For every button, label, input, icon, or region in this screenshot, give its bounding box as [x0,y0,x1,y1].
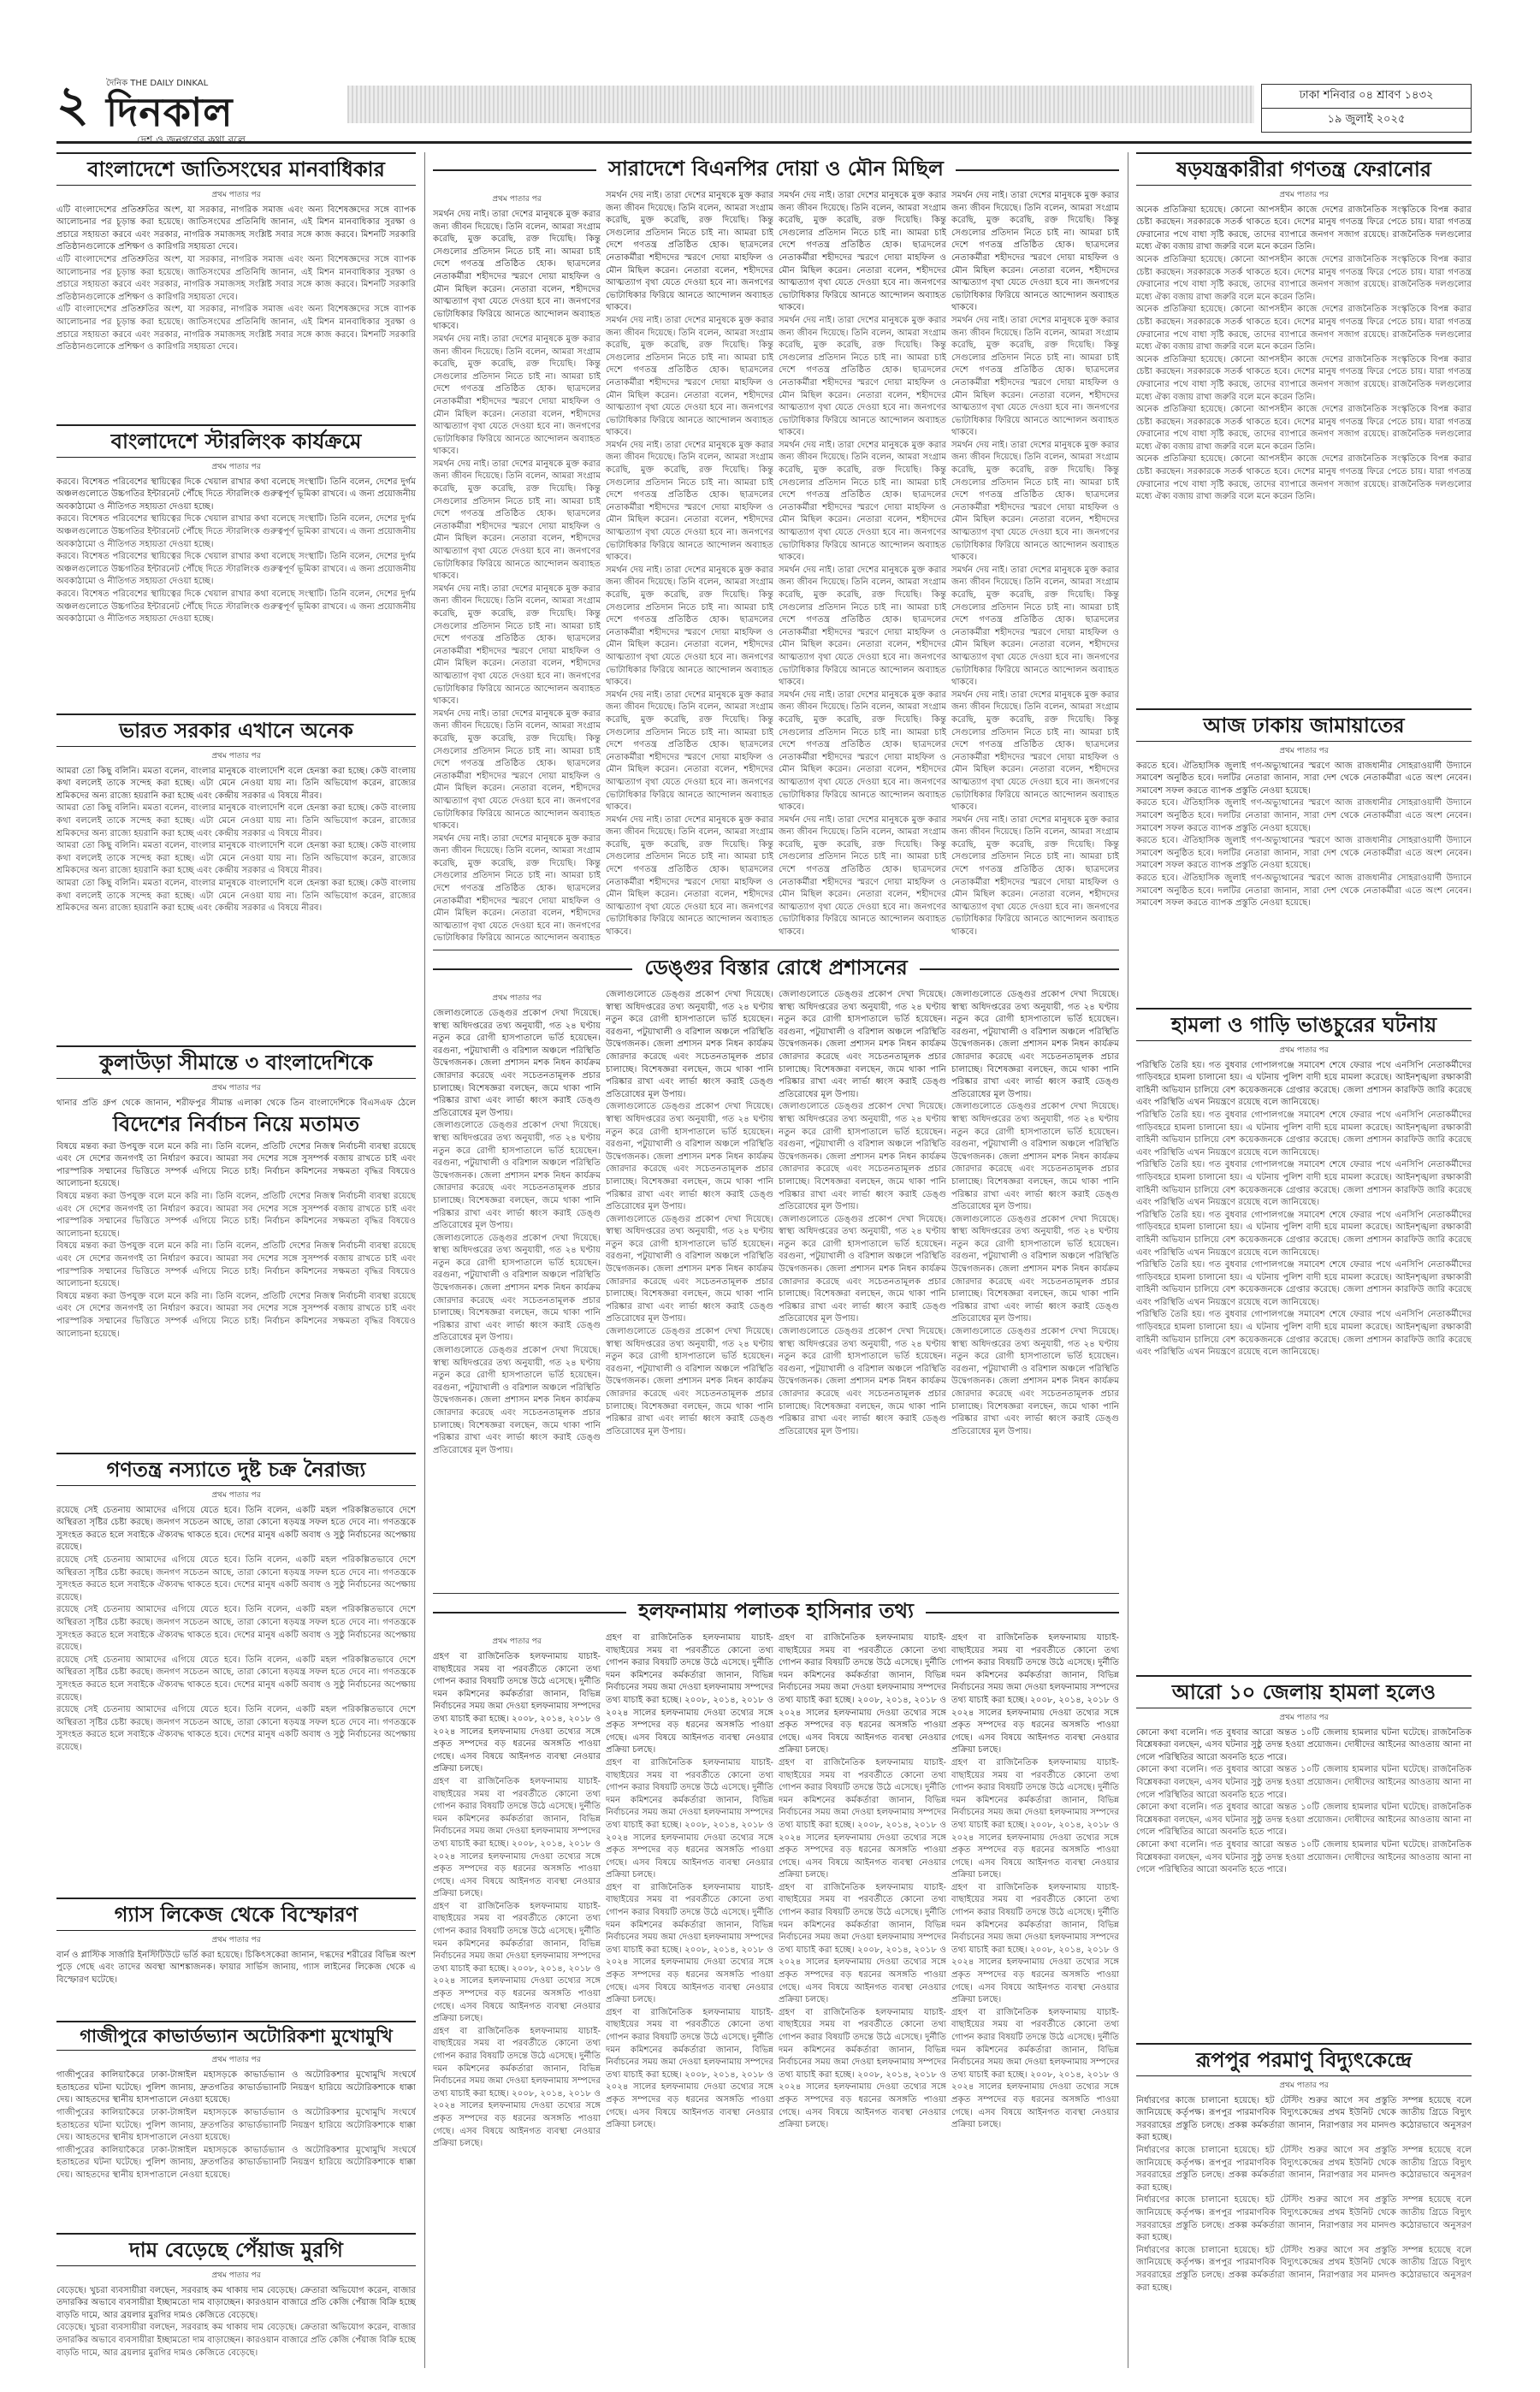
continued-label: প্রথম পাতার পর [1279,1713,1329,1722]
story-body: সমর্থন দেয় নাই। তারা দেশের মানুষকে মুক্ত করার জন্য জীবন দিয়েছে। তিনি বলেন, আমরা সংগ্রাম করেছি, মুক্ত করেছি, রক্ত দিয়েছি। কিন্তু সেগুলোর প্রতিদান নিতে চাই না। আমরা চাই দেশে গণতন্ত্র প্রতিষ্ঠিত হোক। ছাত্রদলের নেতাকর্মীরা শহীদদের স্মরণে দোয়া মাহফিল ও মৌন মিছিল করেন। নেতারা বলেন, শহীদদের আত্মত্যাগ বৃথা যেতে দেওয়া হবে না। জনগণের ভোটাধিকার ফিরিয়ে আনতে আন্দোলন অব্যাহত থাকবে। [433,210,601,332]
story-body: অনেক প্রতিক্রিয়া হয়েছে। কোনো আপসহীন কাজে দেশের রাজনৈতিক সংস্কৃতিকে বিপন্ন করার চেষ্টা করছেন। সরকারকে সতর্ক থাকতে হবে। দেশের মানুষ গণতন্ত্র ফিরে পেতে চায়। যারা গণতন্ত্র ফেরানোর পথে বাধা সৃষ্টি করছে, তাদের ব্যাপারে জনগণ সজাগ রয়েছে। রাজনৈতিক দলগুলোর মধ্যে ঐক্য বজায় রাখা জরুরি বলে মনে করেন তিনি। [1136,305,1472,352]
story-body: গ্রহণ বা রাজিনৈতিক হলফনামায় যাচাই-বাছাইয়ের সময় বা পরবর্তীতে কোনো তথ্য গোপন করার বিষয়টি তদন্তে উঠে এসেছে। দুর্নীতি দমন কমিশনের কর্মকর্তারা জানান, বিভিন্ন নির্বাচনের সময় জমা দেওয়া হলফনামায় সম্পদের তথ্য যাচাই করা হচ্ছে। ২০০৮, ২০১৪, ২০১৮ ও ২০২৪ সালের হলফনামায় দেওয়া তথ্যের সঙ্গে প্রকৃত সম্পদের বড় ধরনের অসঙ্গতি পাওয়া গেছে। এসব বিষয়ে আইনগত ব্যবস্থা নেওয়ার প্রক্রিয়া চলছে। [951,1757,1119,1880]
story-body: অনেক প্রতিক্রিয়া হয়েছে। কোনো আপসহীন কাজে দেশের রাজনৈতিক সংস্কৃতিকে বিপন্ন করার চেষ্টা করছেন। সরকারকে সতর্ক থাকতে হবে। দেশের মানুষ গণতন্ত্র ফিরে পেতে চায়। যারা গণতন্ত্র ফেরানোর পথে বাধা সৃষ্টি করছে, তাদের ব্যাপারে জনগণ সজাগ রয়েছে। রাজনৈতিক দলগুলোর মধ্যে ঐক্য বজায় রাখা জরুরি বলে মনে করেন তিনি। [1136,454,1472,502]
story-hasina-affidavit-col4 [951,1632,1119,2368]
left-column [56,152,416,2368]
story-body: পরিস্থিতি তৈরি হয়। গত বুধবার গোপালগঞ্জে সমাবেশ শেষে ফেরার পথে এনসিপি নেতাকর্মীদের গাড়িবহরে হামলা চালানো হয়। এ ঘটনায় পুলিশ বাদী হয়ে মামলা করেছে। আইনশৃঙ্খলা রক্ষাকারী বাহিনী অভিযান চালিয়ে বেশ কয়েকজনকে গ্রেপ্তার করেছে। জেলা প্রশাসন কারফিউ জারি করেছে এবং পরিস্থিতি এখন নিয়ন্ত্রণে রয়েছে বলে জানিয়েছে। [1136,1160,1472,1208]
story-kulaura-border [56,1045,416,1107]
story-body: জেলাগুলোতে ডেঙ্গুর প্রকোপ দেখা দিয়েছে। স্বাস্থ্য অধিদপ্তরের তথ্য অনুযায়ী, গত ২৪ ঘণ্টায় নতুন করে রোগী হাসপাতালে ভর্তি হয়েছেন। বরগুনা, পটুয়াখালী ও বরিশাল অঞ্চলে পরিস্থিতি উদ্বেগজনক। জেলা প্রশাসন মশক নিধন কার্যক্রম জোরদার করেছে এবং সচেতনতামূলক প্রচার চালাচ্ছে। বিশেষজ্ঞরা বলছেন, জমে থাকা পানি পরিষ্কার রাখা এবং লার্ভা ধ্বংস করাই ডেঙ্গু প্রতিরোধের মূল উপায়। [433,1009,601,1118]
story-body: সমর্থন দেয় নাই। তারা দেশের মানুষকে মুক্ত করার জন্য জীবন দিয়েছে। তিনি বলেন, আমরা সংগ্রাম করেছি, মুক্ত করেছি, রক্ত দিয়েছি। কিন্তু সেগুলোর প্রতিদান নিতে চাই না। আমরা চাই দেশে গণতন্ত্র প্রতিষ্ঠিত হোক। ছাত্রদলের নেতাকর্মীরা শহীদদের স্মরণে দোয়া মাহফিল ও মৌন মিছিল করেন। নেতারা বলেন, শহীদদের আত্মত্যাগ বৃথা যেতে দেওয়া হবে না। জনগণের ভোটাধিকার ফিরিয়ে আনতে আন্দোলন অব্যাহত থাকবে। [779,690,946,813]
story-body: করতে হবে। ঐতিহাসিক জুলাই গণ-অভ্যুত্থানের স্মরণে আজ রাজধানীর সোহরাওয়ার্দী উদ্যানে সমাবেশ অনুষ্ঠিত হবে। দলটির নেতারা জানান, সারা দেশ থেকে নেতাকর্মীরা এতে অংশ নেবেন। সমাবেশ সফল করতে ব্যাপক প্রস্তুতি নেওয়া হয়েছে। [1136,761,1472,796]
story-rooppur-nuclear [1136,2043,1472,2368]
story-headline: গ্যাস লিকেজ থেকে বিস্ফোরণ [56,1898,416,1931]
story-body: নির্ধারণের কাজে চালানো হয়েছে। হট টেস্টিং শুরুর আগে সব প্রস্তুতি সম্পন্ন হয়েছে বলে জানিয়েছে কর্তৃপক্ষ। রূপপুর পারমাণবিক বিদ্যুৎকেন্দ্রের প্রথম ইউনিট থেকে জাতীয় গ্রিডে বিদ্যুৎ সরবরাহের প্রস্তুতি চলছে। প্রকল্প কর্মকর্তারা জানান, নিরাপত্তার সব মানদণ্ড কঠোরভাবে অনুসরণ করা হচ্ছে। [1136,2095,1472,2143]
story-body: সমর্থন দেয় নাই। তারা দেশের মানুষকে মুক্ত করার জন্য জীবন দিয়েছে। তিনি বলেন, আমরা সংগ্রাম করেছি, মুক্ত করেছি, রক্ত দিয়েছি। কিন্তু সেগুলোর প্রতিদান নিতে চাই না। আমরা চাই দেশে গণতন্ত্র প্রতিষ্ঠিত হোক। ছাত্রদলের নেতাকর্মীরা শহীদদের স্মরণে দোয়া মাহফিল ও মৌন মিছিল করেন। নেতারা বলেন, শহীদদের আত্মত্যাগ বৃথা যেতে দেওয়া হবে না। জনগণের ভোটাধিকার ফিরিয়ে আনতে আন্দোলন অব্যাহত থাকবে। [779,565,946,688]
story-dengue-col2 [606,989,773,1588]
story-body: সমর্থন দেয় নাই। তারা দেশের মানুষকে মুক্ত করার জন্য জীবন দিয়েছে। তিনি বলেন, আমরা সংগ্রাম করেছি, মুক্ত করেছি, রক্ত দিয়েছি। কিন্তু সেগুলোর প্রতিদান নিতে চাই না। আমরা চাই দেশে গণতন্ত্র প্রতিষ্ঠিত হোক। ছাত্রদলের নেতাকর্মীরা শহীদদের স্মরণে দোয়া মাহফিল ও মৌন মিছিল করেন। নেতারা বলেন, শহীদদের আত্মত্যাগ বৃথা যেতে দেওয়া হবে না। জনগণের ভোটাধিকার ফিরিয়ে আনতে আন্দোলন অব্যাহত থাকবে। [951,191,1119,313]
story-body: অনেক প্রতিক্রিয়া হয়েছে। কোনো আপসহীন কাজে দেশের রাজনৈতিক সংস্কৃতিকে বিপন্ন করার চেষ্টা করছেন। সরকারকে সতর্ক থাকতে হবে। দেশের মানুষ গণতন্ত্র ফিরে পেতে চায়। যারা গণতন্ত্র ফেরানোর পথে বাধা সৃষ্টি করছে, তাদের ব্যাপারে জনগণ সজাগ রয়েছে। রাজনৈতিক দলগুলোর মধ্যে ঐক্য বজায় রাখা জরুরি বলে মনে করেন তিনি। [1136,204,1472,252]
story-body: সমর্থন দেয় নাই। তারা দেশের মানুষকে মুক্ত করার জন্য জীবন দিয়েছে। তিনি বলেন, আমরা সংগ্রাম করেছি, মুক্ত করেছি, রক্ত দিয়েছি। কিন্তু সেগুলোর প্রতিদান নিতে চাই না। আমরা চাই দেশে গণতন্ত্র প্রতিষ্ঠিত হোক। ছাত্রদলের নেতাকর্মীরা শহীদদের স্মরণে দোয়া মাহফিল ও মৌন মিছিল করেন। নেতারা বলেন, শহীদদের আত্মত্যাগ বৃথা যেতে দেওয়া হবে না। জনগণের ভোটাধিকার ফিরিয়ে আনতে আন্দোলন অব্যাহত থাকবে। [433,459,601,582]
story-headline: গাজীপুরে কাভার্ডভ্যান অটোরিকশা মুখোমুখি [56,2021,416,2051]
continued-label: প্রথম পাতার পর [1279,746,1329,755]
story-body: গাজীপুরের কালিয়াকৈরে ঢাকা-টাঙ্গাইল মহাসড়কে কাভার্ডভ্যান ও অটোরিকশার মুখোমুখি সংঘর্ষে হতাহতের ঘটনা ঘটেছে। পুলিশ জানায়, দ্রুতগতির কাভার্ডভ্যানটি নিয়ন্ত্রণ হারিয়ে অটোরিকশাকে ধাক্কা দেয়। আহতদের স্থানীয় হাসপাতালে নেওয়া হয়েছে। [56,2145,416,2180]
story-body: গ্রহণ বা রাজিনৈতিক হলফনামায় যাচাই-বাছাইয়ের সময় বা পরবর্তীতে কোনো তথ্য গোপন করার বিষয়টি তদন্তে উঠে এসেছে। দুর্নীতি দমন কমিশনের কর্মকর্তারা জানান, বিভিন্ন নির্বাচনের সময় জমা দেওয়া হলফনামায় সম্পদের তথ্য যাচাই করা হচ্ছে। ২০০৮, ২০১৪, ২০১৮ ও ২০২৪ সালের হলফনামায় দেওয়া তথ্যের সঙ্গে প্রকৃত সম্পদের বড় ধরনের অসঙ্গতি পাওয়া গেছে। এসব বিষয়ে আইনগত ব্যবস্থা নেওয়ার প্রক্রিয়া চলছে। [951,1882,1119,2005]
story-body: কোনো কথা বলেনি। গত বুধবার আরো অন্তত ১০টি জেলায় হামলার ঘটনা ঘটেছে। রাজনৈতিক বিশ্লেষকরা বলছেন, এসব ঘটনার সুষ্ঠু তদন্ত হওয়া প্রয়োজন। দোষীদের আইনের আওতায় আনা না গেলে পরিস্থিতির আরো অবনতি হতে পারে। [1136,1839,1472,1875]
story-body: সমর্থন দেয় নাই। তারা দেশের মানুষকে মুক্ত করার জন্য জীবন দিয়েছে। তিনি বলেন, আমরা সংগ্রাম করেছি, মুক্ত করেছি, রক্ত দিয়েছি। কিন্তু সেগুলোর প্রতিদান নিতে চাই না। আমরা চাই দেশে গণতন্ত্র প্রতিষ্ঠিত হোক। ছাত্রদলের নেতাকর্মীরা শহীদদের স্মরণে দোয়া মাহফিল ও মৌন মিছিল করেন। নেতারা বলেন, শহীদদের আত্মত্যাগ বৃথা যেতে দেওয়া হবে না। জনগণের ভোটাধিকার ফিরিয়ে আনতে আন্দোলন অব্যাহত থাকবে। [433,334,601,457]
story-body: পরিস্থিতি তৈরি হয়। গত বুধবার গোপালগঞ্জে সমাবেশ শেষে ফেরার পথে এনসিপি নেতাকর্মীদের গাড়িবহরে হামলা চালানো হয়। এ ঘটনায় পুলিশ বাদী হয়ে মামলা করেছে। আইনশৃঙ্খলা রক্ষাকারী বাহিনী অভিযান চালিয়ে বেশ কয়েকজনকে গ্রেপ্তার করেছে। জেলা প্রশাসন কারফিউ জারি করেছে এবং পরিস্থিতি এখন নিয়ন্ত্রণে রয়েছে বলে জানিয়েছে। [1136,1060,1472,1108]
story-body: নির্ধারণের কাজে চালানো হয়েছে। হট টেস্টিং শুরুর আগে সব প্রস্তুতি সম্পন্ন হয়েছে বলে জানিয়েছে কর্তৃপক্ষ। রূপপুর পারমাণবিক বিদ্যুৎকেন্দ্রের প্রথম ইউনিট থেকে জাতীয় গ্রিডে বিদ্যুৎ সরবরাহের প্রস্তুতি চলছে। প্রকল্প কর্মকর্তারা জানান, নিরাপত্তার সব মানদণ্ড কঠোরভাবে অনুসরণ করা হচ্ছে। [1136,2145,1472,2193]
section-divider [433,1593,1119,1594]
story-body: গ্রহণ বা রাজিনৈতিক হলফনামায় যাচাই-বাছাইয়ের সময় বা পরবর্তীতে কোনো তথ্য গোপন করার বিষয়টি তদন্তে উঠে এসেছে। দুর্নীতি দমন কমিশনের কর্মকর্তারা জানান, বিভিন্ন নির্বাচনের সময় জমা দেওয়া হলফনামায় সম্পদের তথ্য যাচাই করা হচ্ছে। ২০০৮, ২০১৪, ২০১৮ ও ২০২৪ সালের হলফনামায় দেওয়া তথ্যের সঙ্গে প্রকৃত সম্পদের বড় ধরনের অসঙ্গতি পাওয়া গেছে। এসব বিষয়ে আইনগত ব্যবস্থা নেওয়ার প্রক্রিয়া চলছে। [606,1633,773,1756]
masthead [56,74,1472,144]
continued-label: প্রথম পাতার পর [211,2271,261,2280]
story-body: পরিস্থিতি তৈরি হয়। গত বুধবার গোপালগঞ্জে সমাবেশ শেষে ফেরার পথে এনসিপি নেতাকর্মীদের গাড়িবহরে হামলা চালানো হয়। এ ঘটনায় পুলিশ বাদী হয়ে মামলা করেছে। আইনশৃঙ্খলা রক্ষাকারী বাহিনী অভিযান চালিয়ে বেশ কয়েকজনকে গ্রেপ্তার করেছে। জেলা প্রশাসন কারফিউ জারি করেছে এবং পরিস্থিতি এখন নিয়ন্ত্রণে রয়েছে বলে জানিয়েছে। [1136,1260,1472,1307]
right-column [1136,152,1472,2368]
continued-label: প্রথম পাতার পর [1279,2081,1329,2090]
story-dengue-col1 [433,989,601,1588]
date-bengali: ঢাকা শনিবার ০৪ শ্রাবণ ১৪৩২ [1299,89,1434,102]
story-body: জেলাগুলোতে ডেঙ্গুর প্রকোপ দেখা দিয়েছে। স্বাস্থ্য অধিদপ্তরের তথ্য অনুযায়ী, গত ২৪ ঘণ্টায় নতুন করে রোগী হাসপাতালে ভর্তি হয়েছেন। বরগুনা, পটুয়াখালী ও বরিশাল অঞ্চলে পরিস্থিতি উদ্বেগজনক। জেলা প্রশাসন মশক নিধন কার্যক্রম জোরদার করেছে এবং সচেতনতামূলক প্রচার চালাচ্ছে। বিশেষজ্ঞরা বলছেন, জমে থাকা পানি পরিষ্কার রাখা এবং লার্ভা ধ্বংস করাই ডেঙ্গু প্রতিরোধের মূল উপায়। [433,1233,601,1343]
story-body: গ্রহণ বা রাজিনৈতিক হলফনামায় যাচাই-বাছাইয়ের সময় বা পরবর্তীতে কোনো তথ্য গোপন করার বিষয়টি তদন্তে উঠে এসেছে। দুর্নীতি দমন কমিশনের কর্মকর্তারা জানান, বিভিন্ন নির্বাচনের সময় জমা দেওয়া হলফনামায় সম্পদের তথ্য যাচাই করা হচ্ছে। ২০০৮, ২০১৪, ২০১৮ ও ২০২৪ সালের হলফনামায় দেওয়া তথ্যের সঙ্গে প্রকৃত সম্পদের বড় ধরনের অসঙ্গতি পাওয়া গেছে। এসব বিষয়ে আইনগত ব্যবস্থা নেওয়ার প্রক্রিয়া চলছে। [779,1882,946,2005]
continued-label: প্রথম পাতার পর [492,1637,542,1646]
story-body: বেড়েছে। খুচরা ব্যবসায়ীরা বলছেন, সরবরাহ কম থাকায় দাম বেড়েছে। ক্রেতারা অভিযোগ করেন, বাজার তদারকির অভাবে ব্যবসায়ীরা ইচ্ছামতো দাম বাড়াচ্ছেন। কারওয়ান বাজারে প্রতি কেজি পেঁয়াজ বিক্রি হচ্ছে বাড়তি দামে, আর ব্রয়লার মুরগির দামও কেজিতে বেড়েছে। [56,2323,416,2358]
story-attack-vandalism [1136,1008,1472,1667]
story-bnp-procession-col2 [606,190,773,943]
continued-label: প্রথম পাতার পর [492,994,542,1003]
story-hasina-affidavit-col1 [433,1632,601,2368]
story-body: সমর্থন দেয় নাই। তারা দেশের মানুষকে মুক্ত করার জন্য জীবন দিয়েছে। তিনি বলেন, আমরা সংগ্রাম করেছি, মুক্ত করেছি, রক্ত দিয়েছি। কিন্তু সেগুলোর প্রতিদান নিতে চাই না। আমরা চাই দেশে গণতন্ত্র প্রতিষ্ঠিত হোক। ছাত্রদলের নেতাকর্মীরা শহীদদের স্মরণে দোয়া মাহফিল ও মৌন মিছিল করেন। নেতারা বলেন, শহীদদের আত্মত্যাগ বৃথা যেতে দেওয়া হবে না। জনগণের ভোটাধিকার ফিরিয়ে আনতে আন্দোলন অব্যাহত থাকবে। [606,690,773,813]
continued-label: প্রথম পাতার পর [1279,190,1329,199]
story-body: সমর্থন দেয় নাই। তারা দেশের মানুষকে মুক্ত করার জন্য জীবন দিয়েছে। তিনি বলেন, আমরা সংগ্রাম করেছি, মুক্ত করেছি, রক্ত দিয়েছি। কিন্তু সেগুলোর প্রতিদান নিতে চাই না। আমরা চাই দেশে গণতন্ত্র প্রতিষ্ঠিত হোক। ছাত্রদলের নেতাকর্মীরা শহীদদের স্মরণে দোয়া মাহফিল ও মৌন মিছিল করেন। নেতারা বলেন, শহীদদের আত্মত্যাগ বৃথা যেতে দেওয়া হবে না। জনগণের ভোটাধিকার ফিরিয়ে আনতে আন্দোলন অব্যাহত থাকবে। [779,191,946,313]
story-body: সমর্থন দেয় নাই। তারা দেশের মানুষকে মুক্ত করার জন্য জীবন দিয়েছে। তিনি বলেন, আমরা সংগ্রাম করেছি, মুক্ত করেছি, রক্ত দিয়েছি। কিন্তু সেগুলোর প্রতিদান নিতে চাই না। আমরা চাই দেশে গণতন্ত্র প্রতিষ্ঠিত হোক। ছাত্রদলের নেতাকর্মীরা শহীদদের স্মরণে দোয়া মাহফিল ও মৌন মিছিল করেন। নেতারা বলেন, শহীদদের আত্মত্যাগ বৃথা যেতে দেওয়া হবে না। জনগণের ভোটাধিকার ফিরিয়ে আনতে আন্দোলন অব্যাহত থাকবে। [779,440,946,563]
story-body: সমর্থন দেয় নাই। তারা দেশের মানুষকে মুক্ত করার জন্য জীবন দিয়েছে। তিনি বলেন, আমরা সংগ্রাম করেছি, মুক্ত করেছি, রক্ত দিয়েছি। কিন্তু সেগুলোর প্রতিদান নিতে চাই না। আমরা চাই দেশে গণতন্ত্র প্রতিষ্ঠিত হোক। ছাত্রদলের নেতাকর্মীরা শহীদদের স্মরণে দোয়া মাহফিল ও মৌন মিছিল করেন। নেতারা বলেন, শহীদদের আত্মত্যাগ বৃথা যেতে দেওয়া হবে না। জনগণের ভোটাধিকার ফিরিয়ে আনতে আন্দোলন অব্যাহত থাকবে। [951,440,1119,563]
story-body: করবে। বিশেষত পরিবেশের স্থায়িত্বের দিকে খেয়াল রাখার কথা বলেছে সংস্থাটি। তিনি বলেন, দেশের দুর্গম অঞ্চলগুলোতে উচ্চগতির ইন্টারনেট পৌঁছে দিতে স্টারলিংক গুরুত্বপূর্ণ ভূমিকা রাখবে। এ জন্য প্রয়োজনীয় অবকাঠামো ও নীতিগত সহায়তা দেওয়া হচ্ছে। [56,589,416,625]
story-body: কোনো কথা বলেনি। গত বুধবার আরো অন্তত ১০টি জেলায় হামলার ঘটনা ঘটেছে। রাজনৈতিক বিশ্লেষকরা বলছেন, এসব ঘটনার সুষ্ঠু তদন্ত হওয়া প্রয়োজন। দোষীদের আইনের আওতায় আনা না গেলে পরিস্থিতির আরো অবনতি হতে পারে। [1136,1803,1472,1838]
continued-label: প্রথম পাতার পর [211,1935,261,1945]
story-body: পরিস্থিতি তৈরি হয়। গত বুধবার গোপালগঞ্জে সমাবেশ শেষে ফেরার পথে এনসিপি নেতাকর্মীদের গাড়িবহরে হামলা চালানো হয়। এ ঘটনায় পুলিশ বাদী হয়ে মামলা করেছে। আইনশৃঙ্খলা রক্ষাকারী বাহিনী অভিযান চালিয়ে বেশ কয়েকজনকে গ্রেপ্তার করেছে। জেলা প্রশাসন কারফিউ জারি করেছে এবং পরিস্থিতি এখন নিয়ন্ত্রণে রয়েছে বলে জানিয়েছে। [1136,1110,1472,1158]
story-body: গ্রহণ বা রাজিনৈতিক হলফনামায় যাচাই-বাছাইয়ের সময় বা পরবর্তীতে কোনো তথ্য গোপন করার বিষয়টি তদন্তে উঠে এসেছে। দুর্নীতি দমন কমিশনের কর্মকর্তারা জানান, বিভিন্ন নির্বাচনের সময় জমা দেওয়া হলফনামায় সম্পদের তথ্য যাচাই করা হচ্ছে। ২০০৮, ২০১৪, ২০১৮ ও ২০২৪ সালের হলফনামায় দেওয়া তথ্যের সঙ্গে প্রকৃত সম্পদের বড় ধরনের অসঙ্গতি পাওয়া গেছে। এসব বিষয়ে আইনগত ব্যবস্থা নেওয়ার প্রক্রিয়া চলছে। [779,1633,946,1756]
story-body: গ্রহণ বা রাজিনৈতিক হলফনামায় যাচাই-বাছাইয়ের সময় বা পরবর্তীতে কোনো তথ্য গোপন করার বিষয়টি তদন্তে উঠে এসেছে। দুর্নীতি দমন কমিশনের কর্মকর্তারা জানান, বিভিন্ন নির্বাচনের সময় জমা দেওয়া হলফনামায় সম্পদের তথ্য যাচাই করা হচ্ছে। ২০০৮, ২০১৪, ২০১৮ ও ২০২৪ সালের হলফনামায় দেওয়া তথ্যের সঙ্গে প্রকৃত সম্পদের বড় ধরনের অসঙ্গতি পাওয়া গেছে। এসব বিষয়ে আইনগত ব্যবস্থা নেওয়ার প্রক্রিয়া চলছে। [779,1757,946,1880]
story-body: সমর্থন দেয় নাই। তারা দেশের মানুষকে মুক্ত করার জন্য জীবন দিয়েছে। তিনি বলেন, আমরা সংগ্রাম করেছি, মুক্ত করেছি, রক্ত দিয়েছি। কিন্তু সেগুলোর প্রতিদান নিতে চাই না। আমরা চাই দেশে গণতন্ত্র প্রতিষ্ঠিত হোক। ছাত্রদলের নেতাকর্মীরা শহীদদের স্মরণে দোয়া মাহফিল ও মৌন মিছিল করেন। নেতারা বলেন, শহীদদের আত্মত্যাগ বৃথা যেতে দেওয়া হবে না। জনগণের ভোটাধিকার ফিরিয়ে আনতে আন্দোলন অব্যাহত থাকবে। [606,565,773,688]
story-body: করবে। বিশেষত পরিবেশের স্থায়িত্বের দিকে খেয়াল রাখার কথা বলেছে সংস্থাটি। তিনি বলেন, দেশের দুর্গম অঞ্চলগুলোতে উচ্চগতির ইন্টারনেট পৌঁছে দিতে স্টারলিংক গুরুত্বপূর্ণ ভূমিকা রাখবে। এ জন্য প্রয়োজনীয় অবকাঠামো ও নীতিগত সহায়তা দেওয়া হচ্ছে। [56,477,416,512]
newspaper-page [56,74,1472,2368]
story-headline: বাংলাদেশে স্টারলিংক কার্যক্রমে [56,424,416,458]
story-body: থানার প্রতি গ্রুপ থেকে জানান, শরীফপুর সীমান্ত এলাকা থেকে তিন বাংলাদেশিকে বিএসএফ ঠেলে [56,1098,416,1107]
center-section [433,152,1119,2368]
story-body: করতে হবে। ঐতিহাসিক জুলাই গণ-অভ্যুত্থানের স্মরণে আজ রাজধানীর সোহরাওয়ার্দী উদ্যানে সমাবেশ অনুষ্ঠিত হবে। দলটির নেতারা জানান, সারা দেশ থেকে নেতাকর্মীরা এতে অংশ নেবেন। সমাবেশ সফল করতে ব্যাপক প্রস্তুতি নেওয়া হয়েছে। [1136,798,1472,833]
story-body: জেলাগুলোতে ডেঙ্গুর প্রকোপ দেখা দিয়েছে। স্বাস্থ্য অধিদপ্তরের তথ্য অনুযায়ী, গত ২৪ ঘণ্টায় নতুন করে রোগী হাসপাতালে ভর্তি হয়েছেন। বরগুনা, পটুয়াখালী ও বরিশাল অঞ্চলে পরিস্থিতি উদ্বেগজনক। জেলা প্রশাসন মশক নিধন কার্যক্রম জোরদার করেছে এবং সচেতনতামূলক প্রচার চালাচ্ছে। বিশেষজ্ঞরা বলছেন, জমে থাকা পানি পরিষ্কার রাখা এবং লার্ভা ধ্বংস করাই ডেঙ্গু প্রতিরোধের মূল উপায়। [433,1346,601,1455]
story-body: বার্ন ও প্লাস্টিক সার্জারি ইনস্টিটিউটে ভর্তি করা হয়েছে। চিকিৎসকেরা জানান, দগ্ধদের শরীরের বিভিন্ন অংশ পুড়ে গেছে এবং তাদের অবস্থা আশঙ্কাজনক। ফায়ার সার্ভিস জানায়, গ্যাস লাইনের লিকেজ থেকে এ বিস্ফোরণ ঘটেছে। [56,1950,416,1985]
story-body: গ্রহণ বা রাজিনৈতিক হলফনামায় যাচাই-বাছাইয়ের সময় বা পরবর্তীতে কোনো তথ্য গোপন করার বিষয়টি তদন্তে উঠে এসেছে। দুর্নীতি দমন কমিশনের কর্মকর্তারা জানান, বিভিন্ন নির্বাচনের সময় জমা দেওয়া হলফনামায় সম্পদের তথ্য যাচাই করা হচ্ছে। ২০০৮, ২০১৪, ২০১৮ ও ২০২৪ সালের হলফনামায় দেওয়া তথ্যের সঙ্গে প্রকৃত সম্পদের বড় ধরনের অসঙ্গতি পাওয়া গেছে। এসব বিষয়ে আইনগত ব্যবস্থা নেওয়ার প্রক্রিয়া চলছে। [606,1882,773,2005]
story-body: এটি বাংলাদেশের প্রতিশ্রুতির অংশ, যা সরকার, নাগরিক সমাজ এবং অন্য বিশেষজ্ঞদের সঙ্গে ব্যাপক আলোচনার পর চূড়ান্ত করা হয়েছে। জাতিসংঘের প্রতিনিধি জানান, এই মিশন মানবাধিকার সুরক্ষা ও প্রচারে সহায়তা করবে এবং সরকার, নাগরিক সমাজসহ সংশ্লিষ্ট সবার সঙ্গে কাজ করবে। মিশনটি সরকারি প্রতিষ্ঠানগুলোকে প্রশিক্ষণ ও কারিগরি সহায়তা দেবে। [56,305,416,352]
story-jamaat-dhaka [1136,708,1472,999]
brand-small-label: দৈনিক THE DAILY DINKAL [106,79,209,88]
story-hasina-affidavit-col3 [779,1632,946,2368]
story-body: নির্ধারণের কাজে চালানো হয়েছে। হট টেস্টিং শুরুর আগে সব প্রস্তুতি সম্পন্ন হয়েছে বলে জানিয়েছে কর্তৃপক্ষ। রূপপুর পারমাণবিক বিদ্যুৎকেন্দ্রের প্রথম ইউনিট থেকে জাতীয় গ্রিডে বিদ্যুৎ সরবরাহের প্রস্তুতি চলছে। প্রকল্প কর্মকর্তারা জানান, নিরাপত্তার সব মানদণ্ড কঠোরভাবে অনুসরণ করা হচ্ছে। [1136,2195,1472,2243]
story-body: আমরা তো কিছু বলিনি। মমতা বলেন, বাংলার মানুষকে বাংলাদেশি বলে হেনস্তা করা হচ্ছে। কেউ বাংলায় কথা বললেই তাকে সন্দেহ করা হচ্ছে। এটা মেনে নেওয়া যায় না। তিনি অভিযোগ করেন, রাজ্যের শ্রমিকদের অন্য রাজ্যে হয়রানি করা হচ্ছে এবং কেন্দ্রীয় সরকার এ বিষয়ে নীরব। [56,878,416,914]
story-body: আমরা তো কিছু বলিনি। মমতা বলেন, বাংলার মানুষকে বাংলাদেশি বলে হেনস্তা করা হচ্ছে। কেউ বাংলায় কথা বললেই তাকে সন্দেহ করা হচ্ছে। এটা মেনে নেওয়া যায় না। তিনি অভিযোগ করেন, রাজ্যের শ্রমিকদের অন্য রাজ্যে হয়রানি করা হচ্ছে এবং কেন্দ্রীয় সরকার এ বিষয়ে নীরব। [56,803,416,838]
story-body: সমর্থন দেয় নাই। তারা দেশের মানুষকে মুক্ত করার জন্য জীবন দিয়েছে। তিনি বলেন, আমরা সংগ্রাম করেছি, মুক্ত করেছি, রক্ত দিয়েছি। কিন্তু সেগুলোর প্রতিদান নিতে চাই না। আমরা চাই দেশে গণতন্ত্র প্রতিষ্ঠিত হোক। ছাত্রদলের নেতাকর্মীরা শহীদদের স্মরণে দোয়া মাহফিল ও মৌন মিছিল করেন। নেতারা বলেন, শহীদদের আত্মত্যাগ বৃথা যেতে দেওয়া হবে না। জনগণের ভোটাধিকার ফিরিয়ে আনতে আন্দোলন অব্যাহত থাকবে। [433,708,601,832]
story-conspirators-democracy [1136,152,1472,700]
story-body: সমর্থন দেয় নাই। তারা দেশের মানুষকে মুক্ত করার জন্য জীবন দিয়েছে। তিনি বলেন, আমরা সংগ্রাম করেছি, মুক্ত করেছি, রক্ত দিয়েছি। কিন্তু সেগুলোর প্রতিদান নিতে চাই না। আমরা চাই দেশে গণতন্ত্র প্রতিষ্ঠিত হোক। ছাত্রদলের নেতাকর্মীরা শহীদদের স্মরণে দোয়া মাহফিল ও মৌন মিছিল করেন। নেতারা বলেন, শহীদদের আত্মত্যাগ বৃথা যেতে দেওয়া হবে না। জনগণের ভোটাধিকার ফিরিয়ে আনতে আন্দোলন অব্যাহত থাকবে। [779,814,946,938]
story-body: বিষয়ে মন্তব্য করা উপযুক্ত বলে মনে করি না। তিনি বলেন, প্রতিটি দেশের নিজস্ব নির্বাচনী ব্যবস্থা রয়েছে এবং সে দেশের জনগণই তা নির্ধারণ করবে। আমরা সব দেশের সঙ্গে সুসম্পর্ক বজায় রাখতে চাই এবং পারস্পরিক সম্মানের ভিত্তিতে সম্পর্ক এগিয়ে নিতে চাই। নির্বাচন কমিশনের সক্ষমতা বৃদ্ধির বিষয়েও আলোচনা হয়েছে। [56,1241,416,1289]
page-number: ২ [56,74,89,133]
story-body: জেলাগুলোতে ডেঙ্গুর প্রকোপ দেখা দিয়েছে। স্বাস্থ্য অধিদপ্তরের তথ্য অনুযায়ী, গত ২৪ ঘণ্টায় নতুন করে রোগী হাসপাতালে ভর্তি হয়েছেন। বরগুনা, পটুয়াখালী ও বরিশাল অঞ্চলে পরিস্থিতি উদ্বেগজনক। জেলা প্রশাসন মশক নিধন কার্যক্রম জোরদার করেছে এবং সচেতনতামূলক প্রচার চালাচ্ছে। বিশেষজ্ঞরা বলছেন, জমে থাকা পানি পরিষ্কার রাখা এবং লার্ভা ধ্বংস করাই ডেঙ্গু প্রতিরোধের মূল উপায়। [951,1214,1119,1324]
story-body: জেলাগুলোতে ডেঙ্গুর প্রকোপ দেখা দিয়েছে। স্বাস্থ্য অধিদপ্তরের তথ্য অনুযায়ী, গত ২৪ ঘণ্টায় নতুন করে রোগী হাসপাতালে ভর্তি হয়েছেন। বরগুনা, পটুয়াখালী ও বরিশাল অঞ্চলে পরিস্থিতি উদ্বেগজনক। জেলা প্রশাসন মশক নিধন কার্যক্রম জোরদার করেছে এবং সচেতনতামূলক প্রচার চালাচ্ছে। বিশেষজ্ঞরা বলছেন, জমে থাকা পানি পরিষ্কার রাখা এবং লার্ভা ধ্বংস করাই ডেঙ্গু প্রতিরোধের মূল উপায়। [433,1121,601,1231]
continued-label: প্রথম পাতার পর [211,462,261,471]
story-body: জেলাগুলোতে ডেঙ্গুর প্রকোপ দেখা দিয়েছে। স্বাস্থ্য অধিদপ্তরের তথ্য অনুযায়ী, গত ২৪ ঘণ্টায় নতুন করে রোগী হাসপাতালে ভর্তি হয়েছেন। বরগুনা, পটুয়াখালী ও বরিশাল অঞ্চলে পরিস্থিতি উদ্বেগজনক। জেলা প্রশাসন মশক নিধন কার্যক্রম জোরদার করেছে এবং সচেতনতামূলক প্রচার চালাচ্ছে। বিশেষজ্ঞরা বলছেন, জমে থাকা পানি পরিষ্কার রাখা এবং লার্ভা ধ্বংস করাই ডেঙ্গু প্রতিরোধের মূল উপায়। [606,1327,773,1436]
story-body: জেলাগুলোতে ডেঙ্গুর প্রকোপ দেখা দিয়েছে। স্বাস্থ্য অধিদপ্তরের তথ্য অনুযায়ী, গত ২৪ ঘণ্টায় নতুন করে রোগী হাসপাতালে ভর্তি হয়েছেন। বরগুনা, পটুয়াখালী ও বরিশাল অঞ্চলে পরিস্থিতি উদ্বেগজনক। জেলা প্রশাসন মশক নিধন কার্যক্রম জোরদার করেছে এবং সচেতনতামূলক প্রচার চালাচ্ছে। বিশেষজ্ঞরা বলছেন, জমে থাকা পানি পরিষ্কার রাখা এবং লার্ভা ধ্বংস করাই ডেঙ্গু প্রতিরোধের মূল উপায়। [779,1214,946,1324]
story-body: সমর্থন দেয় নাই। তারা দেশের মানুষকে মুক্ত করার জন্য জীবন দিয়েছে। তিনি বলেন, আমরা সংগ্রাম করেছি, মুক্ত করেছি, রক্ত দিয়েছি। কিন্তু সেগুলোর প্রতিদান নিতে চাই না। আমরা চাই দেশে গণতন্ত্র প্রতিষ্ঠিত হোক। ছাত্রদলের নেতাকর্মীরা শহীদদের স্মরণে দোয়া মাহফিল ও মৌন মিছিল করেন। নেতারা বলেন, শহীদদের আত্মত্যাগ বৃথা যেতে দেওয়া হবে না। জনগণের ভোটাধিকার ফিরিয়ে আনতে আন্দোলন অব্যাহত থাকবে। [606,191,773,313]
story-body: সমর্থন দেয় নাই। তারা দেশের মানুষকে মুক্ত করার জন্য জীবন দিয়েছে। তিনি বলেন, আমরা সংগ্রাম করেছি, মুক্ত করেছি, রক্ত দিয়েছি। কিন্তু সেগুলোর প্রতিদান নিতে চাই না। আমরা চাই দেশে গণতন্ত্র প্রতিষ্ঠিত হোক। ছাত্রদলের নেতাকর্মীরা শহীদদের স্মরণে দোয়া মাহফিল ও মৌন মিছিল করেন। নেতারা বলেন, শহীদদের আত্মত্যাগ বৃথা যেতে দেওয়া হবে না। জনগণের ভোটাধিকার ফিরিয়ে আনতে আন্দোলন অব্যাহত থাকবে। [606,440,773,563]
story-body: জেলাগুলোতে ডেঙ্গুর প্রকোপ দেখা দিয়েছে। স্বাস্থ্য অধিদপ্তরের তথ্য অনুযায়ী, গত ২৪ ঘণ্টায় নতুন করে রোগী হাসপাতালে ভর্তি হয়েছেন। বরগুনা, পটুয়াখালী ও বরিশাল অঞ্চলে পরিস্থিতি উদ্বেগজনক। জেলা প্রশাসন মশক নিধন কার্যক্রম জোরদার করেছে এবং সচেতনতামূলক প্রচার চালাচ্ছে। বিশেষজ্ঞরা বলছেন, জমে থাকা পানি পরিষ্কার রাখা এবং লার্ভা ধ্বংস করাই ডেঙ্গু প্রতিরোধের মূল উপায়। [779,1102,946,1212]
continued-label: প্রথম পাতার পর [211,751,261,761]
date-english: ১৯ জুলাই ২০২৫ [1262,108,1471,132]
story-body: বিষয়ে মন্তব্য করা উপযুক্ত বলে মনে করি না। তিনি বলেন, প্রতিটি দেশের নিজস্ব নির্বাচনী ব্যবস্থা রয়েছে এবং সে দেশের জনগণই তা নির্ধারণ করবে। আমরা সব দেশের সঙ্গে সুসম্পর্ক বজায় রাখতে চাই এবং পারস্পরিক সম্মানের ভিত্তিতে সম্পর্ক এগিয়ে নিতে চাই। নির্বাচন কমিশনের সক্ষমতা বৃদ্ধির বিষয়েও আলোচনা হয়েছে। [56,1141,416,1189]
story-body: সমর্থন দেয় নাই। তারা দেশের মানুষকে মুক্ত করার জন্য জীবন দিয়েছে। তিনি বলেন, আমরা সংগ্রাম করেছি, মুক্ত করেছি, রক্ত দিয়েছি। কিন্তু সেগুলোর প্রতিদান নিতে চাই না। আমরা চাই দেশে গণতন্ত্র প্রতিষ্ঠিত হোক। ছাত্রদলের নেতাকর্মীরা শহীদদের স্মরণে দোয়া মাহফিল ও মৌন মিছিল করেন। নেতারা বলেন, শহীদদের আত্মত্যাগ বৃথা যেতে দেওয়া হবে না। জনগণের ভোটাধিকার ফিরিয়ে আনতে আন্দোলন অব্যাহত থাকবে। [951,315,1119,438]
story-body: গ্রহণ বা রাজিনৈতিক হলফনামায় যাচাই-বাছাইয়ের সময় বা পরবর্তীতে কোনো তথ্য গোপন করার বিষয়টি তদন্তে উঠে এসেছে। দুর্নীতি দমন কমিশনের কর্মকর্তারা জানান, বিভিন্ন নির্বাচনের সময় জমা দেওয়া হলফনামায় সম্পদের তথ্য যাচাই করা হচ্ছে। ২০০৮, ২০১৪, ২০১৮ ও ২০২৪ সালের হলফনামায় দেওয়া তথ্যের সঙ্গে প্রকৃত সম্পদের বড় ধরনের অসঙ্গতি পাওয়া গেছে। এসব বিষয়ে আইনগত ব্যবস্থা নেওয়ার প্রক্রিয়া চলছে। [433,1901,601,2024]
story-body: গ্রহণ বা রাজিনৈতিক হলফনামায় যাচাই-বাছাইয়ের সময় বা পরবর্তীতে কোনো তথ্য গোপন করার বিষয়টি তদন্তে উঠে এসেছে। দুর্নীতি দমন কমিশনের কর্মকর্তারা জানান, বিভিন্ন নির্বাচনের সময় জমা দেওয়া হলফনামায় সম্পদের তথ্য যাচাই করা হচ্ছে। ২০০৮, ২০১৪, ২০১৮ ও ২০২৪ সালের হলফনামায় দেওয়া তথ্যের সঙ্গে প্রকৃত সম্পদের বড় ধরনের অসঙ্গতি পাওয়া গেছে। এসব বিষয়ে আইনগত ব্যবস্থা নেওয়ার প্রক্রিয়া চলছে। [951,1633,1119,1756]
story-body: সমর্থন দেয় নাই। তারা দেশের মানুষকে মুক্ত করার জন্য জীবন দিয়েছে। তিনি বলেন, আমরা সংগ্রাম করেছি, মুক্ত করেছি, রক্ত দিয়েছি। কিন্তু সেগুলোর প্রতিদান নিতে চাই না। আমরা চাই দেশে গণতন্ত্র প্রতিষ্ঠিত হোক। ছাত্রদলের নেতাকর্মীরা শহীদদের স্মরণে দোয়া মাহফিল ও মৌন মিছিল করেন। নেতারা বলেন, শহীদদের আত্মত্যাগ বৃথা যেতে দেওয়া হবে না। জনগণের ভোটাধিকার ফিরিয়ে আনতে আন্দোলন অব্যাহত [433,833,601,943]
story-body: জেলাগুলোতে ডেঙ্গুর প্রকোপ দেখা দিয়েছে। স্বাস্থ্য অধিদপ্তরের তথ্য অনুযায়ী, গত ২৪ ঘণ্টায় নতুন করে রোগী হাসপাতালে ভর্তি হয়েছেন। বরগুনা, পটুয়াখালী ও বরিশাল অঞ্চলে পরিস্থিতি উদ্বেগজনক। জেলা প্রশাসন মশক নিধন কার্যক্রম জোরদার করেছে এবং সচেতনতামূলক প্রচার চালাচ্ছে। বিশেষজ্ঞরা বলছেন, জমে থাকা পানি পরিষ্কার রাখা এবং লার্ভা ধ্বংস করাই ডেঙ্গু প্রতিরোধের মূল উপায়। [951,1327,1119,1436]
date-box [1261,84,1472,133]
story-starlink [56,424,416,707]
brand-logo [106,77,246,150]
story-india-government [56,713,416,1039]
story-gas-explosion [56,1898,416,2014]
story-headline: সারাদেশে বিএনপির দোয়া ও মৌন মিছিল [608,156,944,181]
story-body: কোনো কথা বলেনি। গত বুধবার আরো অন্তত ১০টি জেলায় হামলার ঘটনা ঘটেছে। রাজনৈতিক বিশ্লেষকরা বলছেন, এসব ঘটনার সুষ্ঠু তদন্ত হওয়া প্রয়োজন। দোষীদের আইনের আওতায় আনা না গেলে পরিস্থিতির আরো অবনতি হতে পারে। [1136,1727,1472,1762]
banner-headline [433,156,1119,185]
story-body: করতে হবে। ঐতিহাসিক জুলাই গণ-অভ্যুত্থানের স্মরণে আজ রাজধানীর সোহরাওয়ার্দী উদ্যানে সমাবেশ অনুষ্ঠিত হবে। দলটির নেতারা জানান, সারা দেশ থেকে নেতাকর্মীরা এতে অংশ নেবেন। সমাবেশ সফল করতে ব্যাপক প্রস্তুতি নেওয়া হয়েছে। [1136,873,1472,909]
story-body: গ্রহণ বা রাজিনৈতিক হলফনামায় যাচাই-বাছাইয়ের সময় বা পরবর্তীতে কোনো তথ্য গোপন করার বিষয়টি তদন্তে উঠে এসেছে। দুর্নীতি দমন কমিশনের কর্মকর্তারা জানান, বিভিন্ন নির্বাচনের সময় জমা দেওয়া হলফনামায় সম্পদের তথ্য যাচাই করা হচ্ছে। ২০০৮, ২০১৪, ২০১৮ ও ২০২৪ সালের হলফনামায় দেওয়া তথ্যের সঙ্গে প্রকৃত সম্পদের বড় ধরনের অসঙ্গতি পাওয়া গেছে। এসব বিষয়ে আইনগত ব্যবস্থা নেওয়ার প্রক্রিয়া চলছে। [951,2007,1119,2130]
story-body: অনেক প্রতিক্রিয়া হয়েছে। কোনো আপসহীন কাজে দেশের রাজনৈতিক সংস্কৃতিকে বিপন্ন করার চেষ্টা করছেন। সরকারকে সতর্ক থাকতে হবে। দেশের মানুষ গণতন্ত্র ফিরে পেতে চায়। যারা গণতন্ত্র ফেরানোর পথে বাধা সৃষ্টি করছে, তাদের ব্যাপারে জনগণ সজাগ রয়েছে। রাজনৈতিক দলগুলোর মধ্যে ঐক্য বজায় রাখা জরুরি বলে মনে করেন তিনি। [1136,405,1472,452]
story-body: জেলাগুলোতে ডেঙ্গুর প্রকোপ দেখা দিয়েছে। স্বাস্থ্য অধিদপ্তরের তথ্য অনুযায়ী, গত ২৪ ঘণ্টায় নতুন করে রোগী হাসপাতালে ভর্তি হয়েছেন। বরগুনা, পটুয়াখালী ও বরিশাল অঞ্চলে পরিস্থিতি উদ্বেগজনক। জেলা প্রশাসন মশক নিধন কার্যক্রম জোরদার করেছে এবং সচেতনতামূলক প্রচার চালাচ্ছে। বিশেষজ্ঞরা বলছেন, জমে থাকা পানি পরিষ্কার রাখা এবং লার্ভা ধ্বংস করাই ডেঙ্গু প্রতিরোধের মূল উপায়। [951,1102,1119,1212]
story-headline: বিদেশের নির্বাচন নিয়ে মতামত [113,1112,359,1136]
story-headline: হলফনামায় পলাতক হাসিনার তথ্য [637,1598,915,1623]
story-body: বিষয়ে মন্তব্য করা উপযুক্ত বলে মনে করি না। তিনি বলেন, প্রতিটি দেশের নিজস্ব নির্বাচনী ব্যবস্থা রয়েছে এবং সে দেশের জনগণই তা নির্ধারণ করবে। আমরা সব দেশের সঙ্গে সুসম্পর্ক বজায় রাখতে চাই এবং পারস্পরিক সম্মানের ভিত্তিতে সম্পর্ক এগিয়ে নিতে চাই। নির্বাচন কমিশনের সক্ষমতা বৃদ্ধির বিষয়েও আলোচনা হয়েছে। [56,1291,416,1339]
story-body: গ্রহণ বা রাজিনৈতিক হলফনামায় যাচাই-বাছাইয়ের সময় বা পরবর্তীতে কোনো তথ্য গোপন করার বিষয়টি তদন্তে উঠে এসেছে। দুর্নীতি দমন কমিশনের কর্মকর্তারা জানান, বিভিন্ন নির্বাচনের সময় জমা দেওয়া হলফনামায় সম্পদের তথ্য যাচাই করা হচ্ছে। ২০০৮, ২০১৪, ২০১৮ ও ২০২৪ সালের হলফনামায় দেওয়া তথ্যের সঙ্গে প্রকৃত সম্পদের বড় ধরনের অসঙ্গতি পাওয়া গেছে। এসব বিষয়ে আইনগত ব্যবস্থা নেওয়ার প্রক্রিয়া চলছে। [606,2007,773,2130]
continued-label: প্রথম পাতার পর [211,190,261,199]
story-body: গ্রহণ বা রাজিনৈতিক হলফনামায় যাচাই-বাছাইয়ের সময় বা পরবর্তীতে কোনো তথ্য গোপন করার বিষয়টি তদন্তে উঠে এসেছে। দুর্নীতি দমন কমিশনের কর্মকর্তারা জানান, বিভিন্ন নির্বাচনের সময় জমা দেওয়া হলফনামায় সম্পদের তথ্য যাচাই করা হচ্ছে। ২০০৮, ২০১৪, ২০১৮ ও ২০২৪ সালের হলফনামায় দেওয়া তথ্যের সঙ্গে প্রকৃত সম্পদের বড় ধরনের অসঙ্গতি পাওয়া গেছে। এসব বিষয়ে আইনগত ব্যবস্থা নেওয়ার প্রক্রিয়া চলছে। [433,1776,601,1899]
story-body: সমর্থন দেয় নাই। তারা দেশের মানুষকে মুক্ত করার জন্য জীবন দিয়েছে। তিনি বলেন, আমরা সংগ্রাম করেছি, মুক্ত করেছি, রক্ত দিয়েছি। কিন্তু সেগুলোর প্রতিদান নিতে চাই না। আমরা চাই দেশে গণতন্ত্র প্রতিষ্ঠিত হোক। ছাত্রদলের নেতাকর্মীরা শহীদদের স্মরণে দোয়া মাহফিল ও মৌন মিছিল করেন। নেতারা বলেন, শহীদদের আত্মত্যাগ বৃথা যেতে দেওয়া হবে না। জনগণের ভোটাধিকার ফিরিয়ে আনতে আন্দোলন অব্যাহত থাকবে। [951,690,1119,813]
story-body: গ্রহণ বা রাজিনৈতিক হলফনামায় যাচাই-বাছাইয়ের সময় বা পরবর্তীতে কোনো তথ্য গোপন করার বিষয়টি তদন্তে উঠে এসেছে। দুর্নীতি দমন কমিশনের কর্মকর্তারা জানান, বিভিন্ন নির্বাচনের সময় জমা দেওয়া হলফনামায় সম্পদের তথ্য যাচাই করা হচ্ছে। ২০০৮, ২০১৪, ২০১৮ ও ২০২৪ সালের হলফনামায় দেওয়া তথ্যের সঙ্গে প্রকৃত সম্পদের বড় ধরনের অসঙ্গতি পাওয়া গেছে। এসব বিষয়ে আইনগত ব্যবস্থা নেওয়ার প্রক্রিয়া চলছে। [433,1652,601,1774]
brand-name: দিনকাল [106,89,234,135]
story-body: জেলাগুলোতে ডেঙ্গুর প্রকোপ দেখা দিয়েছে। স্বাস্থ্য অধিদপ্তরের তথ্য অনুযায়ী, গত ২৪ ঘণ্টায় নতুন করে রোগী হাসপাতালে ভর্তি হয়েছেন। বরগুনা, পটুয়াখালী ও বরিশাল অঞ্চলে পরিস্থিতি উদ্বেগজনক। জেলা প্রশাসন মশক নিধন কার্যক্রম জোরদার করেছে এবং সচেতনতামূলক প্রচার চালাচ্ছে। বিশেষজ্ঞরা বলছেন, জমে থাকা পানি পরিষ্কার রাখা এবং লার্ভা ধ্বংস করাই ডেঙ্গু প্রতিরোধের মূল উপায়। [779,990,946,1099]
story-body: অনেক প্রতিক্রিয়া হয়েছে। কোনো আপসহীন কাজে দেশের রাজনৈতিক সংস্কৃতিকে বিপন্ন করার চেষ্টা করছেন। সরকারকে সতর্ক থাকতে হবে। দেশের মানুষ গণতন্ত্র ফিরে পেতে চায়। যারা গণতন্ত্র ফেরানোর পথে বাধা সৃষ্টি করছে, তাদের ব্যাপারে জনগণ সজাগ রয়েছে। রাজনৈতিক দলগুলোর মধ্যে ঐক্য বজায় রাখা জরুরি বলে মনে করেন তিনি। [1136,254,1472,302]
story-body: অনেক প্রতিক্রিয়া হয়েছে। কোনো আপসহীন কাজে দেশের রাজনৈতিক সংস্কৃতিকে বিপন্ন করার চেষ্টা করছেন। সরকারকে সতর্ক থাকতে হবে। দেশের মানুষ গণতন্ত্র ফিরে পেতে চায়। যারা গণতন্ত্র ফেরানোর পথে বাধা সৃষ্টি করছে, তাদের ব্যাপারে জনগণ সজাগ রয়েছে। রাজনৈতিক দলগুলোর মধ্যে ঐক্য বজায় রাখা জরুরি বলে মনে করেন তিনি। [1136,354,1472,402]
masthead-decorative-band [347,86,1254,123]
story-body: সমর্থন দেয় নাই। তারা দেশের মানুষকে মুক্ত করার জন্য জীবন দিয়েছে। তিনি বলেন, আমরা সংগ্রাম করেছি, মুক্ত করেছি, রক্ত দিয়েছি। কিন্তু সেগুলোর প্রতিদান নিতে চাই না। আমরা চাই দেশে গণতন্ত্র প্রতিষ্ঠিত হোক। ছাত্রদলের নেতাকর্মীরা শহীদদের স্মরণে দোয়া মাহফিল ও মৌন মিছিল করেন। নেতারা বলেন, শহীদদের আত্মত্যাগ বৃথা যেতে দেওয়া হবে না। জনগণের ভোটাধিকার ফিরিয়ে আনতে আন্দোলন অব্যাহত থাকবে। [606,315,773,438]
story-ten-districts-attack [1136,1675,1472,2034]
story-bnp-procession-col3 [779,190,946,943]
story-body: করতে হবে। ঐতিহাসিক জুলাই গণ-অভ্যুত্থানের স্মরণে আজ রাজধানীর সোহরাওয়ার্দী উদ্যানে সমাবেশ অনুষ্ঠিত হবে। দলটির নেতারা জানান, সারা দেশ থেকে নেতাকর্মীরা এতে অংশ নেবেন। সমাবেশ সফল করতে ব্যাপক প্রস্তুতি নেওয়া হয়েছে। [1136,836,1472,871]
continued-label: প্রথম পাতার পর [492,195,542,204]
story-body: জেলাগুলোতে ডেঙ্গুর প্রকোপ দেখা দিয়েছে। স্বাস্থ্য অধিদপ্তরের তথ্য অনুযায়ী, গত ২৪ ঘণ্টায় নতুন করে রোগী হাসপাতালে ভর্তি হয়েছেন। বরগুনা, পটুয়াখালী ও বরিশাল অঞ্চলে পরিস্থিতি উদ্বেগজনক। জেলা প্রশাসন মশক নিধন কার্যক্রম জোরদার করেছে এবং সচেতনতামূলক প্রচার চালাচ্ছে। বিশেষজ্ঞরা বলছেন, জমে থাকা পানি পরিষ্কার রাখা এবং লার্ভা ধ্বংস করাই ডেঙ্গু প্রতিরোধের মূল উপায়। [779,1327,946,1436]
story-foreign-election [56,1112,416,1446]
story-body: রয়েছে সেই চেতনায় আমাদের এগিয়ে যেতে হবে। তিনি বলেন, একটি মহল পরিকল্পিতভাবে দেশে অস্থিরতা সৃষ্টির চেষ্টা করছে। জনগণ সচেতন আছে, তারা কোনো ষড়যন্ত্র সফল হতে দেবে না। গণতন্ত্রকে সুসংহত করতে হলে সবাইকে ঐক্যবদ্ধ থাকতে হবে। দেশের মানুষ একটি অবাধ ও সুষ্ঠু নির্বাচনের অপেক্ষায় রয়েছে। [56,1505,416,1553]
story-body: জেলাগুলোতে ডেঙ্গুর প্রকোপ দেখা দিয়েছে। স্বাস্থ্য অধিদপ্তরের তথ্য অনুযায়ী, গত ২৪ ঘণ্টায় নতুন করে রোগী হাসপাতালে ভর্তি হয়েছেন। বরগুনা, পটুয়াখালী ও বরিশাল অঞ্চলে পরিস্থিতি উদ্বেগজনক। জেলা প্রশাসন মশক নিধন কার্যক্রম জোরদার করেছে এবং সচেতনতামূলক প্রচার চালাচ্ছে। বিশেষজ্ঞরা বলছেন, জমে থাকা পানি পরিষ্কার রাখা এবং লার্ভা ধ্বংস করাই ডেঙ্গু প্রতিরোধের মূল উপায়। [606,1214,773,1324]
story-body: জেলাগুলোতে ডেঙ্গুর প্রকোপ দেখা দিয়েছে। স্বাস্থ্য অধিদপ্তরের তথ্য অনুযায়ী, গত ২৪ ঘণ্টায় নতুন করে রোগী হাসপাতালে ভর্তি হয়েছেন। বরগুনা, পটুয়াখালী ও বরিশাল অঞ্চলে পরিস্থিতি উদ্বেগজনক। জেলা প্রশাসন মশক নিধন কার্যক্রম জোরদার করেছে এবং সচেতনতামূলক প্রচার চালাচ্ছে। বিশেষজ্ঞরা বলছেন, জমে থাকা পানি পরিষ্কার রাখা এবং লার্ভা ধ্বংস করাই ডেঙ্গু প্রতিরোধের মূল উপায়। [606,1102,773,1212]
story-body: রয়েছে সেই চেতনায় আমাদের এগিয়ে যেতে হবে। তিনি বলেন, একটি মহল পরিকল্পিতভাবে দেশে অস্থিরতা সৃষ্টির চেষ্টা করছে। জনগণ সচেতন আছে, তারা কোনো ষড়যন্ত্র সফল হতে দেবে না। গণতন্ত্রকে সুসংহত করতে হলে সবাইকে ঐক্যবদ্ধ থাকতে হবে। দেশের মানুষ একটি অবাধ ও সুষ্ঠু নির্বাচনের অপেক্ষায় রয়েছে। [56,1605,416,1653]
story-headline: গণতন্ত্র নস্যাতে দুষ্ট চক্র নৈরাজ্য [56,1453,416,1486]
story-body: রয়েছে সেই চেতনায় আমাদের এগিয়ে যেতে হবে। তিনি বলেন, একটি মহল পরিকল্পিতভাবে দেশে অস্থিরতা সৃষ্টির চেষ্টা করছে। জনগণ সচেতন আছে, তারা কোনো ষড়যন্ত্র সফল হতে দেবে না। গণতন্ত্রকে সুসংহত করতে হলে সবাইকে ঐক্যবদ্ধ থাকতে হবে। দেশের মানুষ একটি অবাধ ও সুষ্ঠু নির্বাচনের অপেক্ষায় রয়েছে। [56,1705,416,1752]
story-body: আমরা তো কিছু বলিনি। মমতা বলেন, বাংলার মানুষকে বাংলাদেশি বলে হেনস্তা করা হচ্ছে। কেউ বাংলায় কথা বললেই তাকে সন্দেহ করা হচ্ছে। এটা মেনে নেওয়া যায় না। তিনি অভিযোগ করেন, রাজ্যের শ্রমিকদের অন্য রাজ্যে হয়রানি করা হচ্ছে এবং কেন্দ্রীয় সরকার এ বিষয়ে নীরব। [56,841,416,876]
story-headline: ডেঙ্গুর বিস্তার রোধে প্রশাসনের [644,955,908,980]
story-body: জেলাগুলোতে ডেঙ্গুর প্রকোপ দেখা দিয়েছে। স্বাস্থ্য অধিদপ্তরের তথ্য অনুযায়ী, গত ২৪ ঘণ্টায় নতুন করে রোগী হাসপাতালে ভর্তি হয়েছেন। বরগুনা, পটুয়াখালী ও বরিশাল অঞ্চলে পরিস্থিতি উদ্বেগজনক। জেলা প্রশাসন মশক নিধন কার্যক্রম জোরদার করেছে এবং সচেতনতামূলক প্রচার চালাচ্ছে। বিশেষজ্ঞরা বলছেন, জমে থাকা পানি পরিষ্কার রাখা এবং লার্ভা ধ্বংস করাই ডেঙ্গু প্রতিরোধের মূল উপায়। [951,990,1119,1099]
continued-label: প্রথম পাতার পর [211,2056,261,2065]
story-onion-chicken-price [56,2233,416,2368]
story-body: সমর্থন দেয় নাই। তারা দেশের মানুষকে মুক্ত করার জন্য জীবন দিয়েছে। তিনি বলেন, আমরা সংগ্রাম করেছি, মুক্ত করেছি, রক্ত দিয়েছি। কিন্তু সেগুলোর প্রতিদান নিতে চাই না। আমরা চাই দেশে গণতন্ত্র প্রতিষ্ঠিত হোক। ছাত্রদলের নেতাকর্মীরা শহীদদের স্মরণে দোয়া মাহফিল ও মৌন মিছিল করেন। নেতারা বলেন, শহীদদের আত্মত্যাগ বৃথা যেতে দেওয়া হবে না। জনগণের ভোটাধিকার ফিরিয়ে আনতে আন্দোলন অব্যাহত থাকবে। [951,565,1119,688]
story-body: জেলাগুলোতে ডেঙ্গুর প্রকোপ দেখা দিয়েছে। স্বাস্থ্য অধিদপ্তরের তথ্য অনুযায়ী, গত ২৪ ঘণ্টায় নতুন করে রোগী হাসপাতালে ভর্তি হয়েছেন। বরগুনা, পটুয়াখালী ও বরিশাল অঞ্চলে পরিস্থিতি উদ্বেগজনক। জেলা প্রশাসন মশক নিধন কার্যক্রম জোরদার করেছে এবং সচেতনতামূলক প্রচার চালাচ্ছে। বিশেষজ্ঞরা বলছেন, জমে থাকা পানি পরিষ্কার রাখা এবং লার্ভা ধ্বংস করাই ডেঙ্গু প্রতিরোধের মূল উপায়। [606,990,773,1099]
continued-label: প্রথম পাতার পর [211,1083,261,1092]
story-bnp-procession-col4 [951,190,1119,943]
story-body: গ্রহণ বা রাজিনৈতিক হলফনামায় যাচাই-বাছাইয়ের সময় বা পরবর্তীতে কোনো তথ্য গোপন করার বিষয়টি তদন্তে উঠে এসেছে। দুর্নীতি দমন কমিশনের কর্মকর্তারা জানান, বিভিন্ন নির্বাচনের সময় জমা দেওয়া হলফনামায় সম্পদের তথ্য যাচাই করা হচ্ছে। ২০০৮, ২০১৪, ২০১৮ ও ২০২৪ সালের হলফনামায় দেওয়া তথ্যের সঙ্গে প্রকৃত সম্পদের বড় ধরনের অসঙ্গতি পাওয়া গেছে। এসব বিষয়ে আইনগত ব্যবস্থা নেওয়ার প্রক্রিয়া চলছে। [433,2026,601,2149]
story-body: সমর্থন দেয় নাই। তারা দেশের মানুষকে মুক্ত করার জন্য জীবন দিয়েছে। তিনি বলেন, আমরা সংগ্রাম করেছি, মুক্ত করেছি, রক্ত দিয়েছি। কিন্তু সেগুলোর প্রতিদান নিতে চাই না। আমরা চাই দেশে গণতন্ত্র প্রতিষ্ঠিত হোক। ছাত্রদলের নেতাকর্মীরা শহীদদের স্মরণে দোয়া মাহফিল ও মৌন মিছিল করেন। নেতারা বলেন, শহীদদের আত্মত্যাগ বৃথা যেতে দেওয়া হবে না। জনগণের ভোটাধিকার ফিরিয়ে আনতে আন্দোলন অব্যাহত থাকবে। [606,814,773,938]
story-body: পরিস্থিতি তৈরি হয়। গত বুধবার গোপালগঞ্জে সমাবেশ শেষে ফেরার পথে এনসিপি নেতাকর্মীদের গাড়িবহরে হামলা চালানো হয়। এ ঘটনায় পুলিশ বাদী হয়ে মামলা করেছে। আইনশৃঙ্খলা রক্ষাকারী বাহিনী অভিযান চালিয়ে বেশ কয়েকজনকে গ্রেপ্তার করেছে। জেলা প্রশাসন কারফিউ জারি করেছে এবং পরিস্থিতি এখন নিয়ন্ত্রণে রয়েছে বলে জানিয়েছে। [1136,1210,1472,1258]
story-body: আমরা তো কিছু বলিনি। মমতা বলেন, বাংলার মানুষকে বাংলাদেশি বলে হেনস্তা করা হচ্ছে। কেউ বাংলায় কথা বললেই তাকে সন্দেহ করা হচ্ছে। এটা মেনে নেওয়া যায় না। তিনি অভিযোগ করেন, রাজ্যের শ্রমিকদের অন্য রাজ্যে হয়রানি করা হচ্ছে এবং কেন্দ্রীয় সরকার এ বিষয়ে নীরব। [56,766,416,801]
story-headline: ষড়যন্ত্রকারীরা গণতন্ত্র ফেরানোর [1136,152,1472,186]
continued-label: প্রথম পাতার পর [1279,1045,1329,1055]
story-dengue-col4 [951,989,1119,1588]
story-body: করবে। বিশেষত পরিবেশের স্থায়িত্বের দিকে খেয়াল রাখার কথা বলেছে সংস্থাটি। তিনি বলেন, দেশের দুর্গম অঞ্চলগুলোতে উচ্চগতির ইন্টারনেট পৌঁছে দিতে স্টারলিংক গুরুত্বপূর্ণ ভূমিকা রাখবে। এ জন্য প্রয়োজনীয় অবকাঠামো ও নীতিগত সহায়তা দেওয়া হচ্ছে। [56,514,416,549]
story-body: এটি বাংলাদেশের প্রতিশ্রুতির অংশ, যা সরকার, নাগরিক সমাজ এবং অন্য বিশেষজ্ঞদের সঙ্গে ব্যাপক আলোচনার পর চূড়ান্ত করা হয়েছে। জাতিসংঘের প্রতিনিধি জানান, এই মিশন মানবাধিকার সুরক্ষা ও প্রচারে সহায়তা করবে এবং সরকার, নাগরিক সমাজসহ সংশ্লিষ্ট সবার সঙ্গে কাজ করবে। মিশনটি সরকারি প্রতিষ্ঠানগুলোকে প্রশিক্ষণ ও কারিগরি সহায়তা দেবে। [56,254,416,302]
story-body: গাজীপুরের কালিয়াকৈরে ঢাকা-টাঙ্গাইল মহাসড়কে কাভার্ডভ্যান ও অটোরিকশার মুখোমুখি সংঘর্ষে হতাহতের ঘটনা ঘটেছে। পুলিশ জানায়, দ্রুতগতির কাভার্ডভ্যানটি নিয়ন্ত্রণ হারিয়ে অটোরিকশাকে ধাক্কা দেয়। আহতদের স্থানীয় হাসপাতালে নেওয়া হয়েছে। [56,2107,416,2143]
story-headline: কুলাউড়া সীমান্তে ৩ বাংলাদেশিকে [56,1045,416,1079]
story-body: সমর্থন দেয় নাই। তারা দেশের মানুষকে মুক্ত করার জন্য জীবন দিয়েছে। তিনি বলেন, আমরা সংগ্রাম করেছি, মুক্ত করেছি, রক্ত দিয়েছি। কিন্তু সেগুলোর প্রতিদান নিতে চাই না। আমরা চাই দেশে গণতন্ত্র প্রতিষ্ঠিত হোক। ছাত্রদলের নেতাকর্মীরা শহীদদের স্মরণে দোয়া মাহফিল ও মৌন মিছিল করেন। নেতারা বলেন, শহীদদের আত্মত্যাগ বৃথা যেতে দেওয়া হবে না। জনগণের ভোটাধিকার ফিরিয়ে আনতে আন্দোলন অব্যাহত থাকবে। [951,814,1119,938]
column-divider [424,152,425,2368]
story-body: কোনো কথা বলেনি। গত বুধবার আরো অন্তত ১০টি জেলায় হামলার ঘটনা ঘটেছে। রাজনৈতিক বিশ্লেষকরা বলছেন, এসব ঘটনার সুষ্ঠু তদন্ত হওয়া প্রয়োজন। দোষীদের আইনের আওতায় আনা না গেলে পরিস্থিতির আরো অবনতি হতে পারে। [1136,1765,1472,1800]
story-body: বেড়েছে। খুচরা ব্যবসায়ীরা বলছেন, সরবরাহ কম থাকায় দাম বেড়েছে। ক্রেতারা অভিযোগ করেন, বাজার তদারকির অভাবে ব্যবসায়ীরা ইচ্ছামতো দাম বাড়াচ্ছেন। কারওয়ান বাজারে প্রতি কেজি পেঁয়াজ বিক্রি হচ্ছে বাড়তি দামে, আর ব্রয়লার মুরগির দামও কেজিতে বেড়েছে। [56,2285,416,2320]
story-body: রয়েছে সেই চেতনায় আমাদের এগিয়ে যেতে হবে। তিনি বলেন, একটি মহল পরিকল্পিতভাবে দেশে অস্থিরতা সৃষ্টির চেষ্টা করছে। জনগণ সচেতন আছে, তারা কোনো ষড়যন্ত্র সফল হতে দেবে না। গণতন্ত্রকে সুসংহত করতে হলে সবাইকে ঐক্যবদ্ধ থাকতে হবে। দেশের মানুষ একটি অবাধ ও সুষ্ঠু নির্বাচনের অপেক্ষায় রয়েছে। [56,1554,416,1602]
story-headline: বাংলাদেশে জাতিসংঘের মানবাধিকার [56,152,416,186]
banner-headline [433,1598,1119,1627]
story-gazipur-collision [56,2021,416,2226]
story-hasina-affidavit-col2 [606,1632,773,2368]
story-body: গ্রহণ বা রাজিনৈতিক হলফনামায় যাচাই-বাছাইয়ের সময় বা পরবর্তীতে কোনো তথ্য গোপন করার বিষয়টি তদন্তে উঠে এসেছে। দুর্নীতি দমন কমিশনের কর্মকর্তারা জানান, বিভিন্ন নির্বাচনের সময় জমা দেওয়া হলফনামায় সম্পদের তথ্য যাচাই করা হচ্ছে। ২০০৮, ২০১৪, ২০১৮ ও ২০২৪ সালের হলফনামায় দেওয়া তথ্যের সঙ্গে প্রকৃত সম্পদের বড় ধরনের অসঙ্গতি পাওয়া গেছে। এসব বিষয়ে আইনগত ব্যবস্থা নেওয়ার প্রক্রিয়া চলছে। [606,1757,773,1880]
story-body: রয়েছে সেই চেতনায় আমাদের এগিয়ে যেতে হবে। তিনি বলেন, একটি মহল পরিকল্পিতভাবে দেশে অস্থিরতা সৃষ্টির চেষ্টা করছে। জনগণ সচেতন আছে, তারা কোনো ষড়যন্ত্র সফল হতে দেবে না। গণতন্ত্রকে সুসংহত করতে হলে সবাইকে ঐক্যবদ্ধ থাকতে হবে। দেশের মানুষ একটি অবাধ ও সুষ্ঠু নির্বাচনের অপেক্ষায় রয়েছে। [56,1655,416,1702]
story-headline: ভারত সরকার এখানে অনেক [56,713,416,747]
story-body: করবে। বিশেষত পরিবেশের স্থায়িত্বের দিকে খেয়াল রাখার কথা বলেছে সংস্থাটি। তিনি বলেন, দেশের দুর্গম অঞ্চলগুলোতে উচ্চগতির ইন্টারনেট পৌঁছে দিতে স্টারলিংক গুরুত্বপূর্ণ ভূমিকা রাখবে। এ জন্য প্রয়োজনীয় অবকাঠামো ও নীতিগত সহায়তা দেওয়া হচ্ছে। [56,552,416,587]
story-body: এটি বাংলাদেশের প্রতিশ্রুতির অংশ, যা সরকার, নাগরিক সমাজ এবং অন্য বিশেষজ্ঞদের সঙ্গে ব্যাপক আলোচনার পর চূড়ান্ত করা হয়েছে। জাতিসংঘের প্রতিনিধি জানান, এই মিশন মানবাধিকার সুরক্ষা ও প্রচারে সহায়তা করবে এবং সরকার, নাগরিক সমাজসহ সংশ্লিষ্ট সবার সঙ্গে কাজ করবে। মিশনটি সরকারি প্রতিষ্ঠানগুলোকে প্রশিক্ষণ ও কারিগরি সহায়তা দেবে। [56,204,416,252]
story-headline: আরো ১০ জেলায় হামলা হলেও [1136,1675,1472,1708]
story-body: বিষয়ে মন্তব্য করা উপযুক্ত বলে মনে করি না। তিনি বলেন, প্রতিটি দেশের নিজস্ব নির্বাচনী ব্যবস্থা রয়েছে এবং সে দেশের জনগণই তা নির্ধারণ করবে। আমরা সব দেশের সঙ্গে সুসম্পর্ক বজায় রাখতে চাই এবং পারস্পরিক সম্মানের ভিত্তিতে সম্পর্ক এগিয়ে নিতে চাই। নির্বাচন কমিশনের সক্ষমতা বৃদ্ধির বিষয়েও আলোচনা হয়েছে। [56,1191,416,1239]
story-democracy-anarchy [56,1453,416,1889]
story-body: গ্রহণ বা রাজিনৈতিক হলফনামায় যাচাই-বাছাইয়ের সময় বা পরবর্তীতে কোনো তথ্য গোপন করার বিষয়টি তদন্তে উঠে এসেছে। দুর্নীতি দমন কমিশনের কর্মকর্তারা জানান, বিভিন্ন নির্বাচনের সময় জমা দেওয়া হলফনামায় সম্পদের তথ্য যাচাই করা হচ্ছে। ২০০৮, ২০১৪, ২০১৮ ও ২০২৪ সালের হলফনামায় দেওয়া তথ্যের সঙ্গে প্রকৃত সম্পদের বড় ধরনের অসঙ্গতি পাওয়া গেছে। এসব বিষয়ে আইনগত ব্যবস্থা নেওয়ার প্রক্রিয়া চলছে। [779,2007,946,2130]
banner-headline [433,955,1119,984]
story-body: সমর্থন দেয় নাই। তারা দেশের মানুষকে মুক্ত করার জন্য জীবন দিয়েছে। তিনি বলেন, আমরা সংগ্রাম করেছি, মুক্ত করেছি, রক্ত দিয়েছি। কিন্তু সেগুলোর প্রতিদান নিতে চাই না। আমরা চাই দেশে গণতন্ত্র প্রতিষ্ঠিত হোক। ছাত্রদলের নেতাকর্মীরা শহীদদের স্মরণে দোয়া মাহফিল ও মৌন মিছিল করেন। নেতারা বলেন, শহীদদের আত্মত্যাগ বৃথা যেতে দেওয়া হবে না। জনগণের ভোটাধিকার ফিরিয়ে আনতে আন্দোলন অব্যাহত থাকবে। [433,583,601,707]
story-body: সমর্থন দেয় নাই। তারা দেশের মানুষকে মুক্ত করার জন্য জীবন দিয়েছে। তিনি বলেন, আমরা সংগ্রাম করেছি, মুক্ত করেছি, রক্ত দিয়েছি। কিন্তু সেগুলোর প্রতিদান নিতে চাই না। আমরা চাই দেশে গণতন্ত্র প্রতিষ্ঠিত হোক। ছাত্রদলের নেতাকর্মীরা শহীদদের স্মরণে দোয়া মাহফিল ও মৌন মিছিল করেন। নেতারা বলেন, শহীদদের আত্মত্যাগ বৃথা যেতে দেওয়া হবে না। জনগণের ভোটাধিকার ফিরিয়ে আনতে আন্দোলন অব্যাহত থাকবে। [779,315,946,438]
continued-label: প্রথম পাতার পর [211,1490,261,1500]
story-un-human-rights [56,152,416,417]
story-headline: দাম বেড়েছে পেঁয়াজ মুরগি [56,2233,416,2266]
story-headline: হামলা ও গাড়ি ভাঙচুরের ঘটনায় [1136,1008,1472,1041]
story-body: গাজীপুরের কালিয়াকৈরে ঢাকা-টাঙ্গাইল মহাসড়কে কাভার্ডভ্যান ও অটোরিকশার মুখোমুখি সংঘর্ষে হতাহতের ঘটনা ঘটেছে। পুলিশ জানায়, দ্রুতগতির কাভার্ডভ্যানটি নিয়ন্ত্রণ হারিয়ে অটোরিকশাকে ধাক্কা দেয়। আহতদের স্থানীয় হাসপাতালে নেওয়া হয়েছে। [56,2070,416,2105]
story-body: পরিস্থিতি তৈরি হয়। গত বুধবার গোপালগঞ্জে সমাবেশ শেষে ফেরার পথে এনসিপি নেতাকর্মীদের গাড়িবহরে হামলা চালানো হয়। এ ঘটনায় পুলিশ বাদী হয়ে মামলা করেছে। আইনশৃঙ্খলা রক্ষাকারী বাহিনী অভিযান চালিয়ে বেশ কয়েকজনকে গ্রেপ্তার করেছে। জেলা প্রশাসন কারফিউ জারি করেছে এবং পরিস্থিতি এখন নিয়ন্ত্রণে রয়েছে বলে জানিয়েছে। [1136,1310,1472,1358]
story-headline: আজ ঢাকায় জামায়াতের [1136,708,1472,742]
story-bnp-procession-col1 [433,190,601,943]
story-headline: রূপপুর পরমাণু বিদ্যুৎকেন্দ্রে [1136,2043,1472,2076]
brand-tagline: দেশ ও জনগণের কথা বলে [137,133,246,145]
story-dengue-col3 [779,989,946,1588]
story-body: নির্ধারণের কাজে চালানো হয়েছে। হট টেস্টিং শুরুর আগে সব প্রস্তুতি সম্পন্ন হয়েছে বলে জানিয়েছে কর্তৃপক্ষ। রূপপুর পারমাণবিক বিদ্যুৎকেন্দ্রের প্রথম ইউনিট থেকে জাতীয় গ্রিডে বিদ্যুৎ সরবরাহের প্রস্তুতি চলছে। প্রকল্প কর্মকর্তারা জানান, নিরাপত্তার সব মানদণ্ড কঠোরভাবে অনুসরণ করা হচ্ছে। [1136,2245,1472,2293]
